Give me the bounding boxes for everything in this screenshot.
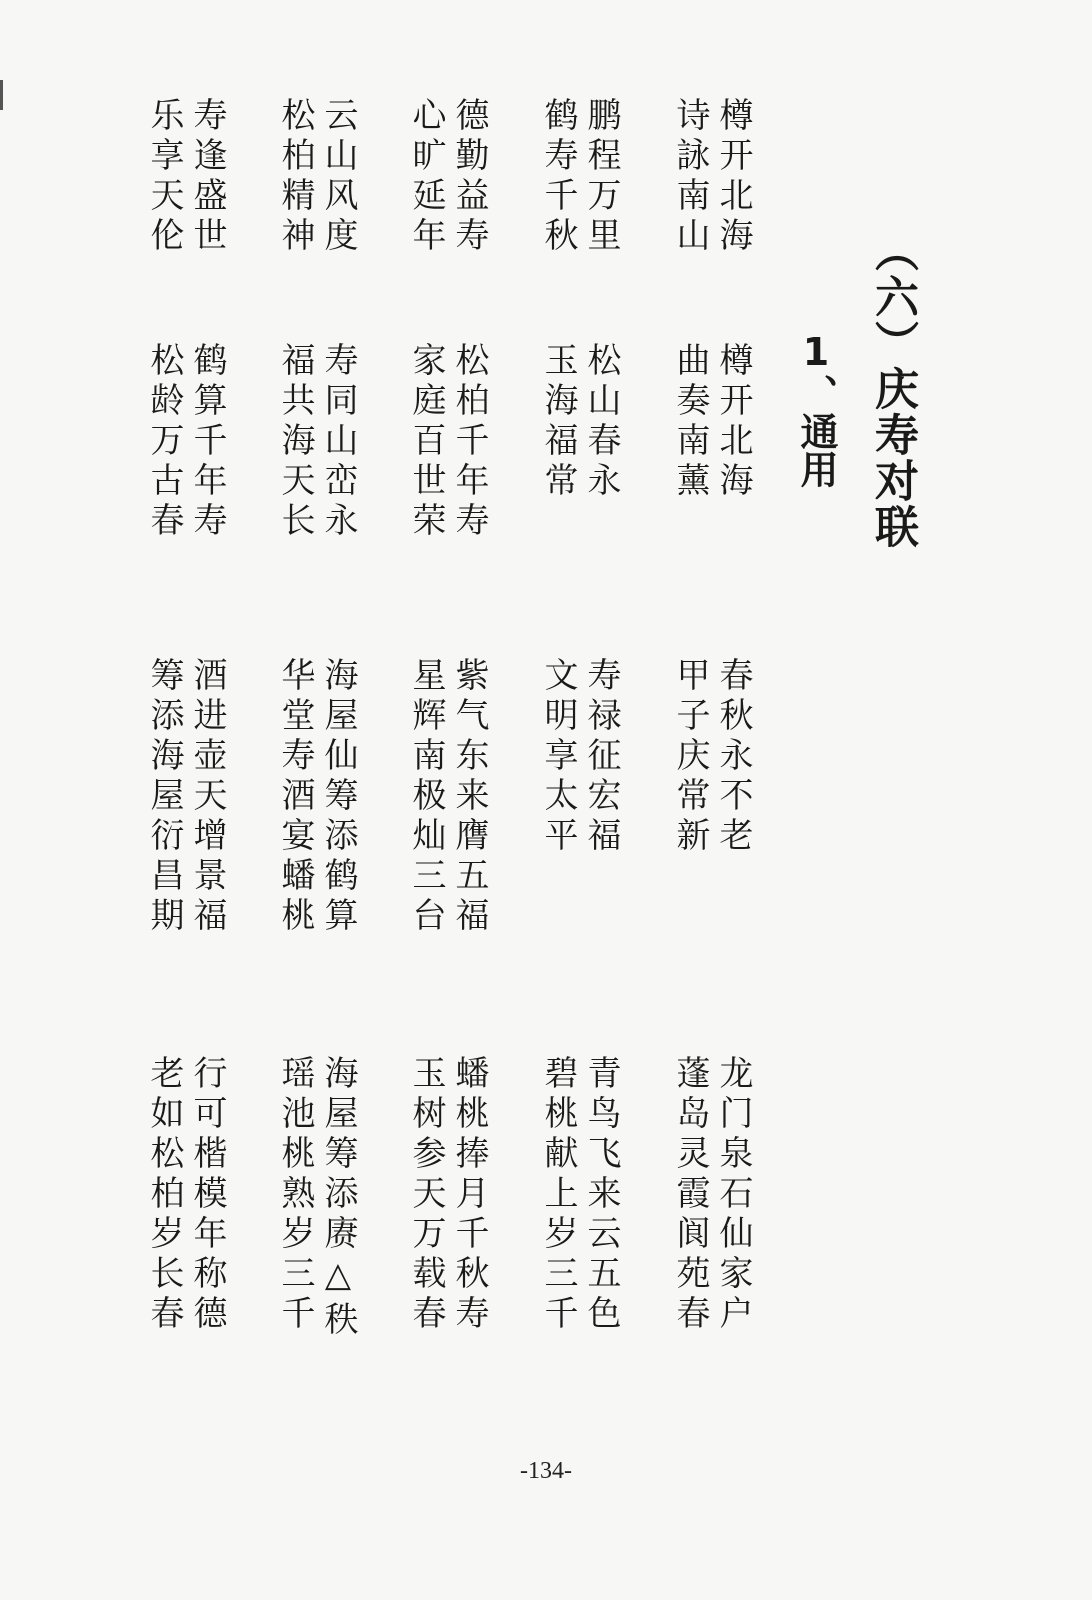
couplet-12-lower: 文明享太平 <box>538 657 578 857</box>
couplet-16-lower: 蓬岛灵霞阆苑春 <box>670 1055 710 1335</box>
couplet-9-upper: 寿同山峦永 <box>318 342 358 542</box>
couplet-7-upper: 松山春永 <box>581 342 621 502</box>
couplet-19-lower: 瑶池桃熟岁三千 <box>275 1055 315 1335</box>
couplet-15-upper: 酒进壶天增景福 <box>187 657 227 937</box>
couplet-1-lower: 诗詠南山 <box>670 97 710 257</box>
couplet-16-upper: 龙门泉石仙家户 <box>713 1055 753 1335</box>
couplet-11-lower: 甲子庆常新 <box>670 657 710 857</box>
couplet-19-upper: 海屋筹添赓△秩 <box>318 1055 358 1341</box>
couplet-15-lower: 筹添海屋衍昌期 <box>144 657 184 937</box>
couplet-8-lower: 家庭百世荣 <box>406 342 446 542</box>
couplet-3-upper: 德勤益寿 <box>449 97 489 257</box>
couplet-20-lower: 老如松柏岁长春 <box>144 1055 184 1335</box>
couplet-5-lower: 乐享天伦 <box>144 97 184 257</box>
couplet-4-upper: 云山风度 <box>318 97 358 257</box>
couplet-14-lower: 华堂寿酒宴蟠桃 <box>275 657 315 937</box>
couplet-11-upper: 春秋永不老 <box>713 657 753 857</box>
couplet-1-upper: 樽开北海 <box>713 97 753 257</box>
page-number: -134- <box>520 1458 572 1484</box>
couplet-10-upper: 鹤算千年寿 <box>187 342 227 542</box>
couplet-5-upper: 寿逢盛世 <box>187 97 227 257</box>
couplet-18-lower: 玉树参天万载春 <box>406 1055 446 1335</box>
section-title: （六）庆寿对联 <box>867 228 918 550</box>
couplet-20-upper: 行可楷模年称德 <box>187 1055 227 1335</box>
couplet-14-upper: 海屋仙筹添鹤算 <box>318 657 358 937</box>
couplet-6-lower: 曲奏南薰 <box>670 342 710 502</box>
couplet-8-upper: 松柏千年寿 <box>449 342 489 542</box>
couplet-17-lower: 碧桃献上岁三千 <box>538 1055 578 1335</box>
couplet-10-lower: 松龄万古春 <box>144 342 184 542</box>
couplet-12-upper: 寿禄征宏福 <box>581 657 621 857</box>
couplet-7-lower: 玉海福常 <box>538 342 578 502</box>
couplet-13-upper: 紫气东来膺五福 <box>449 657 489 937</box>
couplet-4-lower: 松柏精神 <box>275 97 315 257</box>
couplet-2-lower: 鹤寿千秋 <box>538 97 578 257</box>
couplet-2-upper: 鹏程万里 <box>581 97 621 257</box>
couplet-9-lower: 福共海天长 <box>275 342 315 542</box>
couplet-18-upper: 蟠桃捧月千秋寿 <box>449 1055 489 1335</box>
page-edge-mark <box>0 80 3 110</box>
couplet-17-upper: 青鸟飞来云五色 <box>581 1055 621 1335</box>
section-subtitle: 1、通用 <box>794 330 838 488</box>
couplet-3-lower: 心旷延年 <box>406 97 446 257</box>
couplet-13-lower: 星辉南极灿三台 <box>406 657 446 937</box>
couplet-6-upper: 樽开北海 <box>713 342 753 502</box>
